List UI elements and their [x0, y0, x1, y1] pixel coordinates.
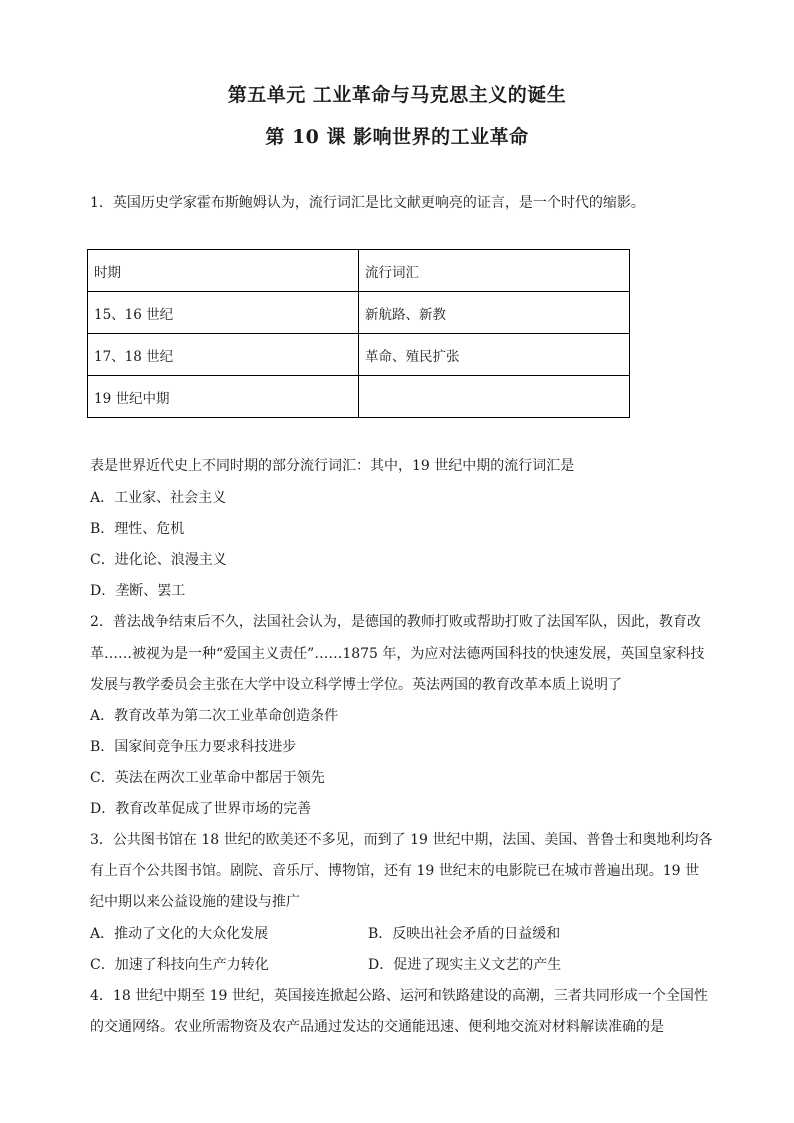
q2-option-d[interactable]: D．教育改革促成了世界市场的完善	[90, 801, 312, 817]
lesson-title: 第 10 课 影响世界的工业革命	[265, 126, 529, 148]
q2-option-c[interactable]: C．英法在两次工业革命中都居于领先	[90, 770, 325, 786]
q1-option-d[interactable]: D．垄断、罢工	[90, 583, 186, 599]
q1-option-b[interactable]: B．理性、危机	[90, 521, 185, 537]
q3-stem-line: 3．公共图书馆在 18 世纪的欧美还不多见，而到了 19 世纪中期，法国、美国、普鲁士和奥地利均各	[90, 832, 713, 848]
q3-option-c[interactable]: C．加速了科技向生产力转化	[90, 957, 269, 973]
q3-option-b[interactable]: B．反映出社会矛盾的日益缓和	[368, 926, 561, 942]
table-row	[88, 292, 630, 334]
q2-option-a[interactable]: A．教育改革为第二次工业革命创造条件	[90, 708, 339, 724]
q4-stem-line: 4．18 世纪中期至 19 世纪，英国接连掀起公路、运河和铁路建设的高潮，三者共同形成一个全国性	[90, 988, 708, 1004]
table-cell: 17、18 世纪	[88, 334, 359, 376]
table-row	[88, 334, 630, 376]
table-header-cell: 时期	[88, 250, 359, 292]
q3-option-a[interactable]: A．推动了文化的大众化发展	[90, 926, 269, 942]
q1-option-a[interactable]: A．工业家、社会主义	[90, 490, 227, 506]
q1-stem: 1．英国历史学家霍布斯鲍姆认为，流行词汇是比文献更响亮的证言，是一个时代的缩影。	[90, 195, 645, 211]
q2-option-b[interactable]: B．国家间竞争压力要求科技进步	[90, 739, 297, 755]
q3-stem-line: 纪中期以来公益设施的建设与推广	[90, 894, 300, 910]
q2-stem-line: 2．普法战争结束后不久，法国社会认为，是德国的教师打败或帮助打败了法国军队，因此，教育改	[90, 614, 701, 630]
unit-title: 第五单元 工业革命与马克思主义的诞生	[227, 84, 567, 106]
table-cell: 19 世纪中期	[88, 376, 359, 418]
table-cell: 新航路、新教	[359, 292, 630, 334]
table-header-row	[88, 250, 630, 292]
q2-stem-line: 革……被视为是一种“爱国主义责任”……1875 年，为应对法德两国科技的快速发展，英国皇家科技	[90, 646, 705, 662]
q4-stem-line: 的交通网络。农业所需物资及农产品通过发达的交通能迅速、便利地交流对材料解读准确的是	[90, 1019, 664, 1035]
q1-prompt: 表是世界近代史上不同时期的部分流行词汇：其中，19 世纪中期的流行词汇是	[90, 458, 575, 474]
q2-stem-line: 发展与教学委员会主张在大学中设立科学博士学位。英法两国的教育改革本质上说明了	[90, 677, 622, 693]
q1-table	[87, 249, 630, 418]
table-header-cell: 流行词汇	[359, 250, 630, 292]
q3-option-d[interactable]: D．促进了现实主义文艺的产生	[368, 957, 562, 973]
table-row	[88, 376, 630, 418]
q3-stem-line: 有上百个公共图书馆。剧院、音乐厅、博物馆，还有 19 世纪末的电影院已在城市普遍出现。19 世	[90, 863, 699, 879]
table-cell: 革命、殖民扩张	[359, 334, 630, 376]
table-cell: 15、16 世纪	[88, 292, 359, 334]
table-cell	[359, 376, 630, 418]
q1-option-c[interactable]: C．进化论、浪漫主义	[90, 552, 227, 568]
